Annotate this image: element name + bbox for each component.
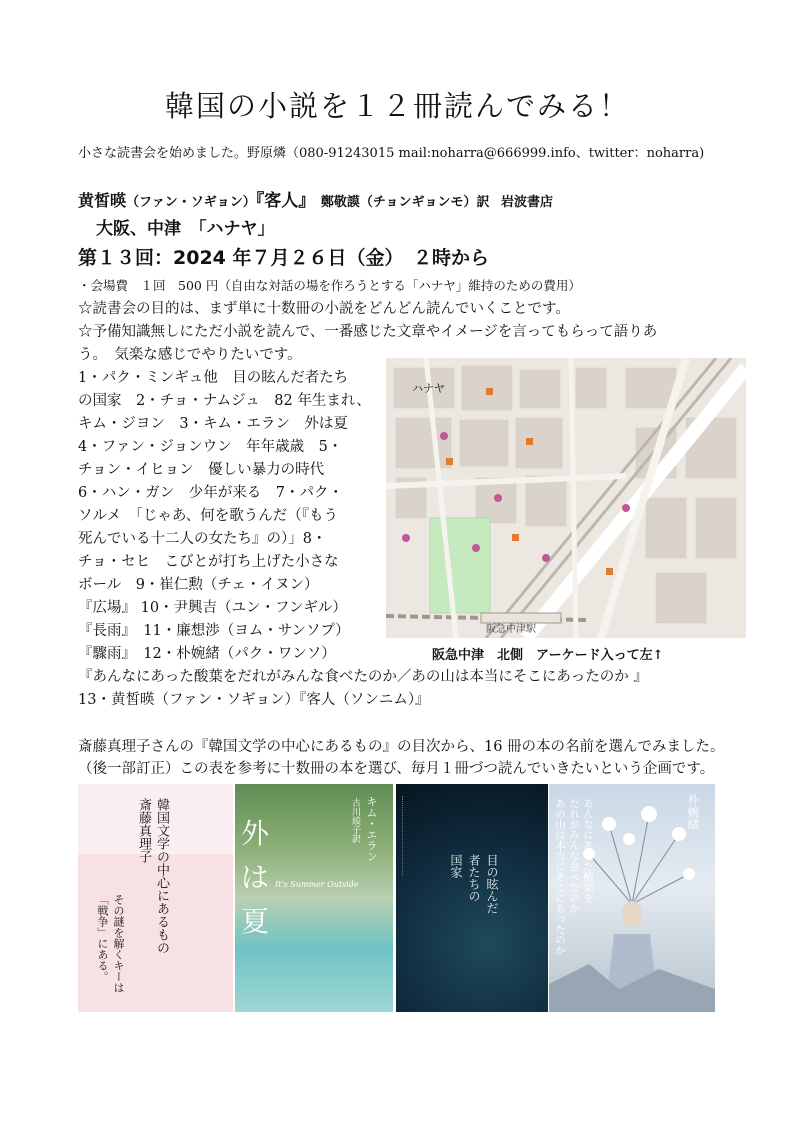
list-item: 13・黄皙暎（ファン・ソギョン）『客人（ソンニム）』 — [78, 692, 430, 708]
list-item: ボール 9・崔仁勲（チェ・イヌン） — [78, 577, 319, 593]
list-item: 4・ファン・ジョンウン 年年歳歳 5・ — [78, 439, 343, 455]
list-item: チョン・イヒョン 優しい暴力の時代 — [78, 462, 325, 478]
book-title: 『客人』 — [255, 191, 316, 211]
note-1: 斎藤真理子さんの『韓国文学の中心にあるもの』の目次から、16 冊の本の名前を選んでみました。 — [78, 739, 725, 755]
purpose-2b: う。 気楽な感じでやりたいです。 — [78, 347, 302, 363]
book-line — [78, 186, 553, 211]
intro-text: 小さな読書会を始めました。野原燐（080-91243015 mail:noharra@666999.info、twitter：noharra) — [78, 146, 705, 161]
list-item: 6・ハン・ガン 少年が来る 7・パク・ — [78, 485, 343, 501]
cover1-title: 韓国文学の中心にあるもの — [154, 798, 169, 954]
cover2-translator: 古川綾子訳 — [350, 798, 360, 843]
purpose-1: ☆読書会の目的は、まず単に十数冊の小説をどんどん読んでいくことです。 — [78, 301, 570, 317]
session-date: 第１３回：2024 年７月２６日（金） ２時から — [78, 247, 489, 269]
map-label-hanaya: ハナヤ — [412, 382, 445, 395]
list-item: キム・ジヨン 3・キム・エラン 外は夏 — [78, 416, 348, 432]
cover4-author: 朴婉緒 — [686, 794, 700, 830]
cover3-title-3: 国家 — [449, 854, 463, 878]
venue: 大阪、中津 「ハナヤ」 — [96, 219, 275, 239]
area-map — [386, 358, 746, 638]
list-item: 『長雨』 11・廉想渉（ヨム・サンソプ） — [78, 623, 350, 639]
map-label-station: 阪急中津駅 — [486, 624, 536, 635]
list-item: チョ・セヒ こびとが打ち上げた小さな — [78, 554, 339, 570]
list-item: 『あんなにあった酸葉をだれがみんな食べたのか／あの山は本当にそこにあったのか 』 — [78, 669, 648, 685]
book-author-reading: （ファン・ソギョン） — [126, 195, 256, 210]
cover3-title-1: 目の眩んだ — [485, 854, 499, 914]
map-graphic — [386, 358, 746, 638]
book-cover-1 — [78, 784, 233, 1012]
cover4-title-1: あんなにあった酸葉を — [582, 798, 594, 903]
list-item: ソルメ 「じゃあ、何を歌うんだ（『もう — [78, 508, 338, 524]
cover1-blurb-1: その謎を解くキーは — [112, 894, 125, 993]
purpose-2a: ☆予備知識無しにただ小説を読んで、一番感じた文章やイメージを言ってもらって語りあ — [78, 324, 658, 340]
book-publisher: 岩波書店 — [501, 195, 554, 210]
list-item: 死んでいる十二人の女たち』の）」8・ — [78, 531, 327, 547]
cover2-title-2: は — [241, 861, 270, 894]
book-cover-3 — [396, 784, 548, 1012]
page-title: 韓国の小説を１２冊読んでみる！ — [164, 89, 630, 123]
book-translator: 鄭敬謨（チョンギョンモ）訳 — [320, 195, 490, 210]
book-cover-4 — [549, 784, 715, 1012]
cover2-title-1: 外 — [241, 817, 270, 850]
note-2: （後一部訂正）この表を参考に十数冊の本を選び、毎月１冊づつ読んでいきたいという企画です。 — [78, 761, 715, 777]
list-item: 1・パク・ミンギュ他 目の眩んだ者たち — [78, 370, 349, 386]
list-item: 『驟雨』 12・朴婉緒（パク・ワンソ） — [78, 646, 336, 662]
cover2-title-3: 夏 — [241, 905, 270, 938]
cover4-title-2: だれがみんな食べたのか — [568, 798, 580, 914]
cover4-title-3: あの山は本当にそこにあったのか — [554, 798, 566, 956]
book-cover-2 — [235, 784, 393, 1012]
cover2-english-title: It's Summer Outside — [275, 880, 359, 889]
cover1-author: 斎藤真理子 — [136, 798, 151, 863]
cover3-title-2: 者たちの — [467, 854, 481, 902]
cover2-author: キム・エラン — [365, 796, 378, 862]
list-item: 『広場』 10・尹興吉（ユン・フンギル） — [78, 600, 347, 616]
cover1-blurb-2: 「戦争」にある。 — [96, 894, 109, 982]
fee-text: ・会場費 １回 500 円（自由な対話の場を作ろうとする「ハナヤ」維持のための費用） — [78, 278, 581, 293]
book-author: 黄皙暎 — [78, 191, 127, 210]
list-item: の国家 2・チョ・ナムジュ 82 年生まれ、 — [78, 393, 371, 409]
map-caption: 阪急中津 北側 アーケード入って左↑ — [432, 648, 664, 663]
